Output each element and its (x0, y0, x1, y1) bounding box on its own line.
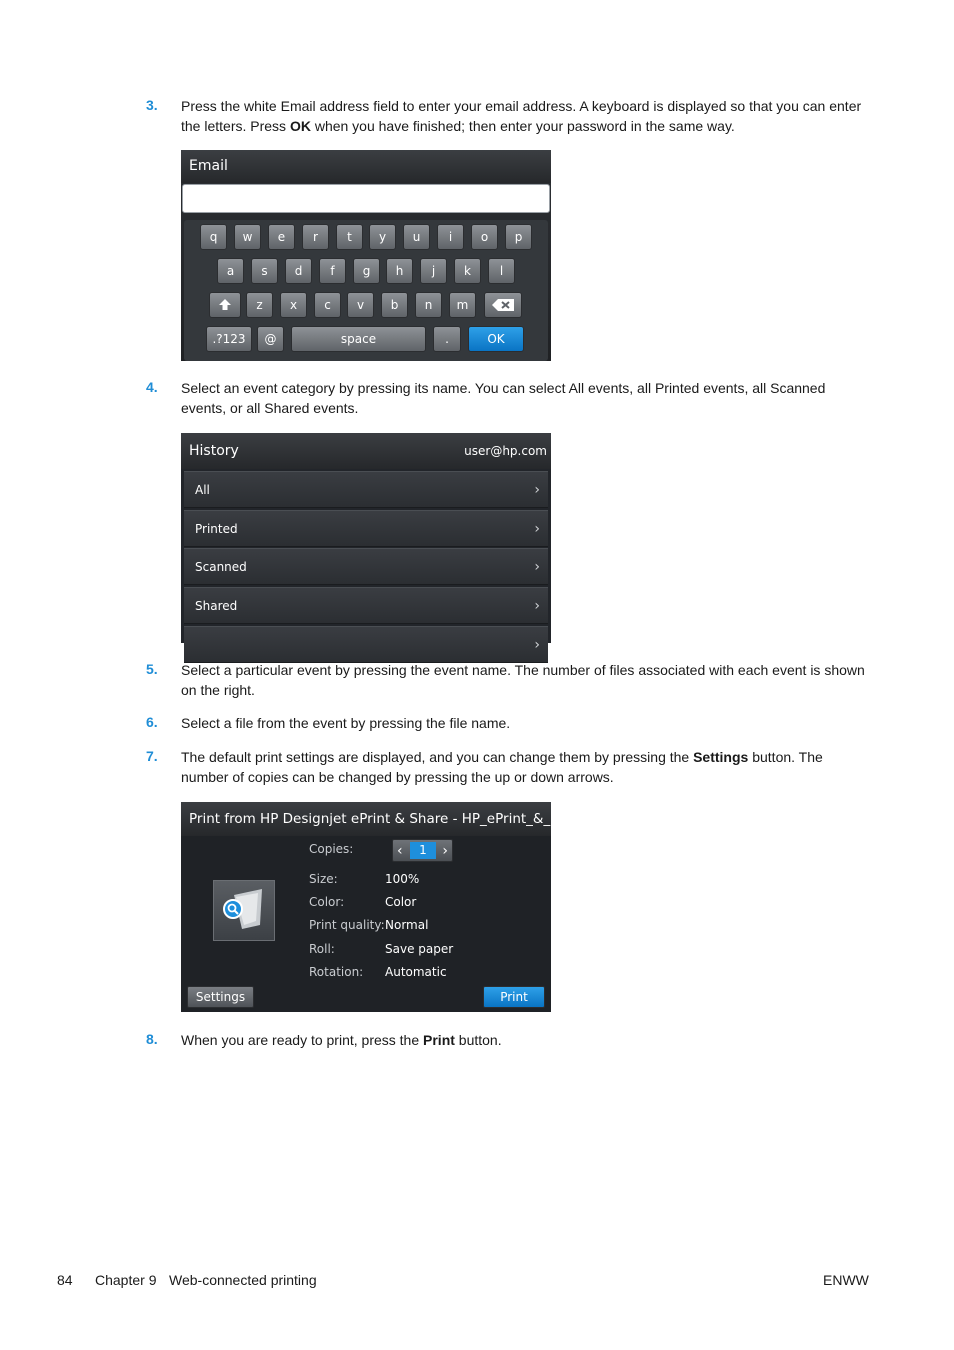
key-i[interactable]: i (437, 224, 464, 250)
key-d[interactable]: d (285, 258, 312, 284)
email-keyboard-screen (181, 150, 551, 361)
rotation-label: Rotation: (309, 965, 364, 979)
history-item-all[interactable] (184, 471, 548, 508)
copies-stepper[interactable] (392, 839, 453, 862)
step-text: Select an event category by pressing its name. You can select All events, all Printed events, all Scanned events, or all Shared events. (181, 380, 826, 416)
history-item-label: Printed (195, 522, 238, 536)
print-screen (181, 802, 572, 1012)
size-value: 100% (385, 872, 420, 886)
history-item-scanned[interactable] (184, 548, 548, 585)
print-button[interactable]: Print (483, 986, 545, 1008)
history-item-partial[interactable] (184, 626, 548, 663)
user-email: user@hp.com (464, 444, 547, 458)
at-key[interactable]: @ (257, 326, 284, 352)
key-p[interactable]: p (505, 224, 532, 250)
key-t[interactable]: t (336, 224, 363, 250)
step-number: 8. (146, 1031, 158, 1047)
key-q[interactable]: q (200, 224, 227, 250)
step-number: 3. (146, 97, 158, 113)
step-number: 4. (146, 379, 158, 395)
screen-title: Email (181, 150, 551, 183)
key-s[interactable]: s (251, 258, 278, 284)
page-number: 84 (57, 1272, 73, 1288)
key-w[interactable]: w (234, 224, 261, 250)
backspace-key[interactable] (484, 292, 522, 318)
rotation-value: Automatic (385, 965, 447, 979)
screen-title: Print from HP Designjet ePrint & Share - HP_ePrint_&_S... (181, 802, 551, 836)
key-b[interactable]: b (381, 292, 408, 318)
keyboard (184, 220, 548, 361)
space-key[interactable]: space (291, 326, 426, 352)
dot-key[interactable]: . (433, 326, 461, 352)
step-text: Select a file from the event by pressing the file name. (181, 715, 511, 731)
history-item-label: Scanned (195, 560, 247, 574)
key-n[interactable]: n (415, 292, 442, 318)
size-label: Size: (309, 872, 338, 886)
zoom-icon (214, 881, 276, 942)
chevron-right-icon: › (534, 559, 540, 575)
settings-button[interactable]: Settings (187, 986, 254, 1008)
numbers-key[interactable]: .?123 (206, 326, 252, 352)
ok-key[interactable]: OK (468, 326, 524, 352)
chevron-right-icon: › (534, 637, 540, 653)
key-k[interactable]: k (454, 258, 481, 284)
copies-value: 1 (410, 842, 436, 859)
chevron-right-icon[interactable]: › (442, 843, 448, 859)
step-text: Press the white Email address field to enter your email address. A keyboard is displayed so that you can enter the letters. Press OK when you have finished; then enter your password in the same way. (181, 98, 862, 134)
copies-label: Copies: (309, 842, 354, 856)
backspace-icon (491, 298, 515, 312)
chevron-right-icon: › (534, 482, 540, 498)
step-text: Select a particular event by pressing the event name. The number of files associated with each event is shown on the right. (181, 662, 865, 698)
chevron-left-icon[interactable]: ‹ (397, 843, 403, 859)
key-l[interactable]: l (488, 258, 515, 284)
step-text: When you are ready to print, press the Print button. (181, 1032, 502, 1048)
color-value: Color (385, 895, 417, 909)
key-r[interactable]: r (302, 224, 329, 250)
print-quality-label: Print quality: (309, 918, 385, 932)
chapter-number: Chapter 9 (95, 1272, 157, 1288)
key-o[interactable]: o (471, 224, 498, 250)
roll-value: Save paper (385, 942, 454, 956)
step-number: 5. (146, 661, 158, 677)
history-screen (181, 433, 551, 653)
shift-key[interactable] (209, 292, 241, 318)
footer-right-label: ENWW (823, 1272, 869, 1288)
key-u[interactable]: u (403, 224, 430, 250)
key-h[interactable]: h (386, 258, 413, 284)
color-label: Color: (309, 895, 345, 909)
history-item-label: All (195, 483, 210, 497)
shift-icon (218, 298, 232, 312)
key-y[interactable]: y (369, 224, 396, 250)
email-field[interactable] (182, 184, 550, 213)
key-x[interactable]: x (280, 292, 307, 318)
history-item-shared[interactable] (184, 587, 548, 624)
screen-title: History (181, 433, 551, 469)
roll-label: Roll: (309, 942, 335, 956)
history-item-printed[interactable] (184, 510, 548, 547)
history-item-label: Shared (195, 599, 238, 613)
print-quality-value: Normal (385, 918, 429, 932)
key-g[interactable]: g (353, 258, 380, 284)
chevron-right-icon: › (534, 598, 540, 614)
key-z[interactable]: z (246, 292, 273, 318)
chapter-title: Web-connected printing (169, 1272, 317, 1288)
key-c[interactable]: c (314, 292, 341, 318)
step-number: 7. (146, 748, 158, 764)
key-v[interactable]: v (347, 292, 374, 318)
step-number: 6. (146, 714, 158, 730)
key-f[interactable]: f (319, 258, 346, 284)
file-thumbnail[interactable] (213, 880, 275, 941)
key-a[interactable]: a (217, 258, 244, 284)
step-text: The default print settings are displayed, and you can change them by pressing the Settings button. The number of copies can be changed by pressing the up or down arrows. (181, 749, 823, 785)
key-j[interactable]: j (420, 258, 447, 284)
chevron-right-icon: › (534, 521, 540, 537)
key-e[interactable]: e (268, 224, 295, 250)
key-m[interactable]: m (449, 292, 476, 318)
